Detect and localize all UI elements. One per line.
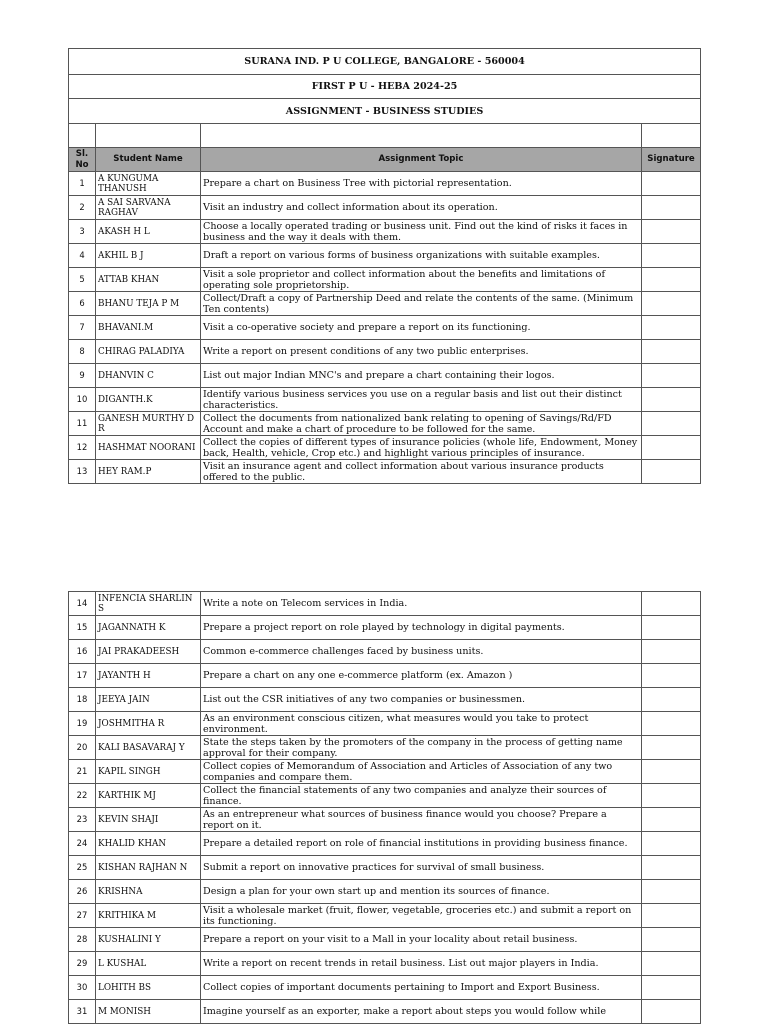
student-name: DHANVIN C — [96, 364, 201, 388]
signature-cell — [642, 616, 701, 640]
table-row — [69, 688, 701, 712]
assignment-topic: Collect the documents from nationalized bank relating to opening of Savings/Rd/FD Account and make a chart of procedure to be followed for the same. — [201, 412, 642, 436]
signature-cell — [642, 760, 701, 784]
student-name: KRISHNA — [96, 880, 201, 904]
table-row — [69, 220, 701, 244]
table-row — [69, 832, 701, 856]
row-number: 28 — [69, 928, 96, 952]
assignment-table-page-2 — [68, 591, 701, 1024]
assignment-topic: Collect the copies of different types of insurance policies (whole life, Endowment, Money back, Health, vehicle, Crop etc.) and highlight various principles of insurance. — [201, 436, 642, 460]
row-number: 20 — [69, 736, 96, 760]
col-assignment-topic: Assignment Topic — [201, 148, 642, 172]
assignment-topic: Visit a wholesale market (fruit, flower, vegetable, groceries etc.) and submit a report on its functioning. — [201, 904, 642, 928]
student-name: BHAVANI.M — [96, 316, 201, 340]
assignment-topic: Prepare a report on your visit to a Mall in your locality about retail business. — [201, 928, 642, 952]
table-row — [69, 664, 701, 688]
table-row — [69, 856, 701, 880]
assignment-topic: Draft a report on various forms of business organizations with suitable examples. — [201, 244, 642, 268]
assignment-topic: Submit a report on innovative practices for survival of small business. — [201, 856, 642, 880]
student-name: JAI PRAKADEESH — [96, 640, 201, 664]
signature-cell — [642, 364, 701, 388]
assignment-topic: Visit an insurance agent and collect information about various insurance products offered to the public. — [201, 460, 642, 484]
student-name: HASHMAT NOORANI — [96, 436, 201, 460]
row-number: 26 — [69, 880, 96, 904]
signature-cell — [642, 592, 701, 616]
row-number: 7 — [69, 316, 96, 340]
table-row — [69, 880, 701, 904]
signature-cell — [642, 952, 701, 976]
assignment-topic: Prepare a chart on any one e-commerce platform (ex. Amazon ) — [201, 664, 642, 688]
row-number: 1 — [69, 172, 96, 196]
row-number: 14 — [69, 592, 96, 616]
student-name: INFENCIA SHARLIN S — [96, 592, 201, 616]
col-sl-no: Sl. No — [69, 148, 96, 172]
table-row — [69, 412, 701, 436]
assignment-topic: List out major Indian MNC's and prepare a chart containing their logos. — [201, 364, 642, 388]
table-row — [69, 1000, 701, 1024]
row-number: 5 — [69, 268, 96, 292]
signature-cell — [642, 880, 701, 904]
row-number: 11 — [69, 412, 96, 436]
row-number: 19 — [69, 712, 96, 736]
assignment-topic: Prepare a project report on role played by technology in digital payments. — [201, 616, 642, 640]
signature-cell — [642, 928, 701, 952]
table-row — [69, 388, 701, 412]
student-name: JEEYA JAIN — [96, 688, 201, 712]
college-title: SURANA IND. P U COLLEGE, BANGALORE - 560004 — [69, 49, 701, 75]
student-name: KISHAN RAJHAN N — [96, 856, 201, 880]
signature-cell — [642, 640, 701, 664]
assignment-topic: Imagine yourself as an exporter, make a report about steps you would follow while — [201, 1000, 642, 1024]
student-name: L KUSHAL — [96, 952, 201, 976]
signature-cell — [642, 196, 701, 220]
assignment-topic: Prepare a chart on Business Tree with pictorial representation. — [201, 172, 642, 196]
assignment-topic: Collect copies of Memorandum of Association and Articles of Association of any two companies and compare them. — [201, 760, 642, 784]
assignment-topic: Write a report on recent trends in retail business. List out major players in India. — [201, 952, 642, 976]
student-name: KALI BASAVARAJ Y — [96, 736, 201, 760]
row-number: 24 — [69, 832, 96, 856]
table-row — [69, 364, 701, 388]
signature-cell — [642, 808, 701, 832]
student-name: KHALID KHAN — [96, 832, 201, 856]
signature-cell — [642, 688, 701, 712]
student-name: KAPIL SINGH — [96, 760, 201, 784]
student-name: A SAI SARVANA RAGHAV — [96, 196, 201, 220]
assignment-topic: Visit an industry and collect information about its operation. — [201, 196, 642, 220]
table-row — [69, 784, 701, 808]
table-row — [69, 460, 701, 484]
assignment-topic: Visit a co-operative society and prepare a report on its functioning. — [201, 316, 642, 340]
assignment-topic: Write a note on Telecom services in India. — [201, 592, 642, 616]
signature-cell — [642, 664, 701, 688]
signature-cell — [642, 784, 701, 808]
table-row — [69, 436, 701, 460]
student-name: KUSHALINI Y — [96, 928, 201, 952]
signature-cell — [642, 316, 701, 340]
row-number: 31 — [69, 1000, 96, 1024]
signature-cell — [642, 340, 701, 364]
assignment-topic: Design a plan for your own start up and mention its sources of finance. — [201, 880, 642, 904]
student-name: JAYANTH H — [96, 664, 201, 688]
student-name: AKASH H L — [96, 220, 201, 244]
student-name: GANESH MURTHY D R — [96, 412, 201, 436]
row-number: 6 — [69, 292, 96, 316]
signature-cell — [642, 388, 701, 412]
table-row — [69, 712, 701, 736]
student-name: HEY RAM.P — [96, 460, 201, 484]
table-row — [69, 640, 701, 664]
student-name: AKHIL B J — [96, 244, 201, 268]
row-number: 9 — [69, 364, 96, 388]
row-number: 3 — [69, 220, 96, 244]
assignment-topic: Identify various business services you use on a regular basis and list out their distinct characteristics. — [201, 388, 642, 412]
table-row — [69, 592, 701, 616]
row-number: 15 — [69, 616, 96, 640]
row-number: 12 — [69, 436, 96, 460]
student-name: KRITHIKA M — [96, 904, 201, 928]
row-number: 22 — [69, 784, 96, 808]
signature-cell — [642, 976, 701, 1000]
row-number: 18 — [69, 688, 96, 712]
row-number: 2 — [69, 196, 96, 220]
row-number: 8 — [69, 340, 96, 364]
row-number: 25 — [69, 856, 96, 880]
assignment-topic: Prepare a detailed report on role of financial institutions in providing business finance. — [201, 832, 642, 856]
signature-cell — [642, 436, 701, 460]
row-number: 16 — [69, 640, 96, 664]
signature-cell — [642, 244, 701, 268]
class-title: FIRST P U - HEBA 2024-25 — [69, 75, 701, 99]
assignment-topic: Visit a sole proprietor and collect information about the benefits and limitations of operating sole proprietorship. — [201, 268, 642, 292]
student-name: KEVIN SHAJI — [96, 808, 201, 832]
table-row — [69, 616, 701, 640]
row-number: 27 — [69, 904, 96, 928]
assignment-topic: Choose a locally operated trading or business unit. Find out the kind of risks it faces in business and the way it deals with them. — [201, 220, 642, 244]
row-number: 17 — [69, 664, 96, 688]
col-signature: Signature — [642, 148, 701, 172]
row-number: 23 — [69, 808, 96, 832]
row-number: 10 — [69, 388, 96, 412]
assignment-topic: State the steps taken by the promoters of the company in the process of getting name approval for their company. — [201, 736, 642, 760]
student-name: CHIRAG PALADIYA — [96, 340, 201, 364]
table-row — [69, 736, 701, 760]
signature-cell — [642, 856, 701, 880]
row-number: 30 — [69, 976, 96, 1000]
row-number: 13 — [69, 460, 96, 484]
table-row — [69, 760, 701, 784]
table-row — [69, 340, 701, 364]
table-row — [69, 808, 701, 832]
signature-cell — [642, 904, 701, 928]
student-name: A KUNGUMA THANUSH — [96, 172, 201, 196]
signature-cell — [642, 460, 701, 484]
table-row — [69, 316, 701, 340]
signature-cell — [642, 712, 701, 736]
table-row — [69, 172, 701, 196]
signature-cell — [642, 832, 701, 856]
student-name: KARTHIK MJ — [96, 784, 201, 808]
signature-cell — [642, 1000, 701, 1024]
signature-cell — [642, 220, 701, 244]
assignment-topic: Collect the financial statements of any two companies and analyze their sources of finance. — [201, 784, 642, 808]
table-row — [69, 952, 701, 976]
signature-cell — [642, 292, 701, 316]
student-name: DIGANTH.K — [96, 388, 201, 412]
student-name: JOSHMITHA R — [96, 712, 201, 736]
assignment-title: ASSIGNMENT - BUSINESS STUDIES — [69, 99, 701, 124]
blank-row — [69, 124, 701, 148]
assignment-table-page-1 — [68, 48, 701, 484]
student-name: ATTAB KHAN — [96, 268, 201, 292]
row-number: 21 — [69, 760, 96, 784]
row-number: 4 — [69, 244, 96, 268]
table-row — [69, 928, 701, 952]
assignment-topic: Collect copies of important documents pertaining to Import and Export Business. — [201, 976, 642, 1000]
table-row — [69, 976, 701, 1000]
assignment-topic: Write a report on present conditions of any two public enterprises. — [201, 340, 642, 364]
table-row — [69, 904, 701, 928]
student-name: M MONISH — [96, 1000, 201, 1024]
student-name: JAGANNATH K — [96, 616, 201, 640]
student-name: LOHITH BS — [96, 976, 201, 1000]
table-row — [69, 292, 701, 316]
assignment-topic: As an environment conscious citizen, what measures would you take to protect environment. — [201, 712, 642, 736]
signature-cell — [642, 736, 701, 760]
signature-cell — [642, 172, 701, 196]
assignment-topic: List out the CSR initiatives of any two companies or businessmen. — [201, 688, 642, 712]
assignment-topic: Common e-commerce challenges faced by business units. — [201, 640, 642, 664]
signature-cell — [642, 412, 701, 436]
signature-cell — [642, 268, 701, 292]
table-row — [69, 196, 701, 220]
table-row — [69, 268, 701, 292]
student-name: BHANU TEJA P M — [96, 292, 201, 316]
assignment-topic: Collect/Draft a copy of Partnership Deed and relate the contents of the same. (Minimum Ten contents) — [201, 292, 642, 316]
column-header-row — [69, 148, 701, 172]
table-row — [69, 244, 701, 268]
col-student-name: Student Name — [96, 148, 201, 172]
row-number: 29 — [69, 952, 96, 976]
assignment-topic: As an entrepreneur what sources of business finance would you choose? Prepare a report on it. — [201, 808, 642, 832]
